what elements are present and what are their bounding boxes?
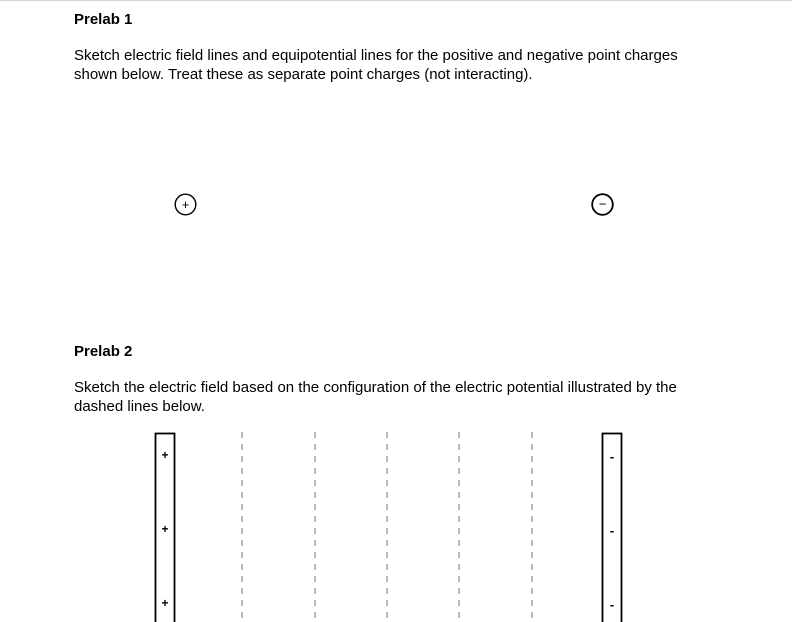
- prelab2-heading: Prelab 2: [74, 343, 133, 360]
- negative-charge: [591, 193, 614, 216]
- positive-charge: [174, 193, 197, 216]
- positive-plate-sign: +: [161, 448, 169, 462]
- negative-plate-sign: -: [609, 597, 615, 612]
- page-top-border: [0, 0, 792, 1]
- positive-plate-sign: +: [161, 596, 169, 610]
- negative-plate-sign: -: [609, 523, 615, 538]
- prelab1-heading: Prelab 1: [74, 11, 133, 28]
- capacitor-equipotential-figure: [0, 420, 792, 622]
- prelab2-instructions: Sketch the electric field based on the configuration of the electric potential illustrated by the dashed lines below.: [74, 379, 677, 415]
- negative-charge-symbol: −: [598, 196, 607, 212]
- negative-plate-sign: -: [609, 449, 615, 464]
- positive-plate-sign: +: [161, 522, 169, 536]
- prelab1-instructions: Sketch electric field lines and equipotential lines for the positive and negative point charges shown below. Treat these as separate point charges (not interacting).: [74, 47, 678, 83]
- positive-charge-symbol: +: [181, 197, 190, 212]
